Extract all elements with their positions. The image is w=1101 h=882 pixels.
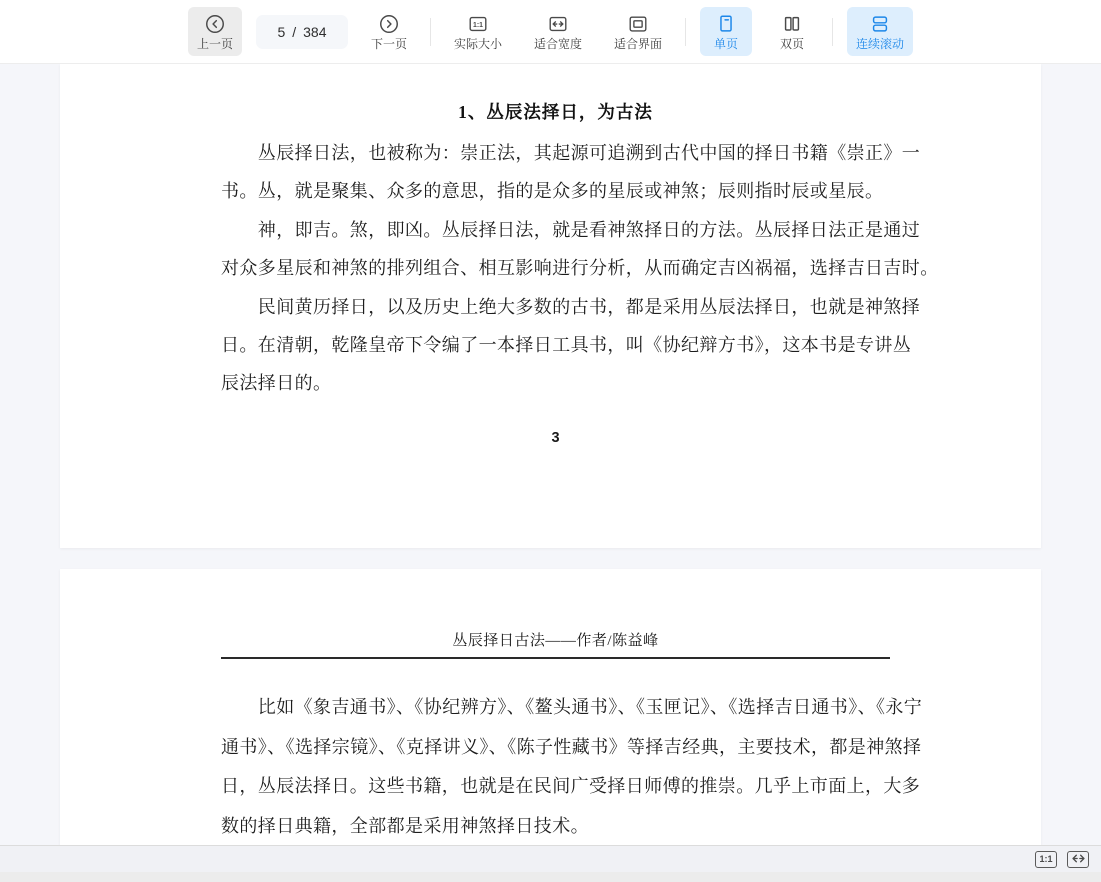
body-text [221, 688, 923, 845]
next-page-label: 下一页 [370, 37, 407, 51]
fit-page-button[interactable] [605, 7, 671, 56]
fit-page-icon [627, 13, 649, 35]
chevron-right-circle-icon [378, 13, 400, 35]
double-page-icon [781, 13, 803, 35]
page-separator: / [292, 23, 297, 40]
double-page-mode-button[interactable] [766, 7, 818, 56]
header-rule [221, 657, 890, 659]
continuous-scroll-icon [869, 13, 891, 35]
single-page-label: 单页 [714, 37, 739, 51]
single-page-mode-button[interactable] [700, 7, 752, 56]
doc-text-line: 日，丛辰法择日。这些书籍，也就是在民间广受择日师傅的推崇。几乎上市面上，大多 [221, 776, 921, 796]
toolbar-separator [685, 18, 686, 46]
actual-size-label: 实际大小 [453, 37, 502, 51]
doc-text-line: 对众多星辰和神煞的排列组合、相互影响进行分析，从而确定吉凶祸福，选择吉日吉时。 [221, 258, 939, 279]
continuous-scroll-label: 连续滚动 [856, 37, 905, 51]
fit-width-button[interactable] [525, 7, 591, 56]
doc-text-line: 辰法择日的。 [221, 373, 332, 394]
doc-text-line: 民间黄历择日，以及历史上绝大多数的古书，都是采用丛辰法择日，也就是神煞择 [221, 296, 921, 317]
doc-text-line: 书。丛，就是聚集、众多的意思，指的是众多的星辰或神煞；辰则指时辰或星辰。 [221, 181, 884, 202]
total-pages-value: 384 [303, 23, 327, 40]
doc-text-line: 数的择日典籍，全部都是采用神煞择日技术。 [221, 815, 589, 836]
pdf-page-3 [60, 64, 1041, 548]
status-bar [0, 845, 1101, 872]
actual-size-button[interactable] [445, 7, 511, 56]
toolbar-separator [832, 18, 833, 46]
doc-text-line: 丛辰择日法，也被称为：崇正法，其起源可追溯到古代中国的择日书籍《崇正》一 [221, 143, 921, 163]
pdf-page-4 [60, 569, 1041, 845]
document-scroll-area[interactable] [0, 64, 1101, 845]
doc-text-line: 神，即吉。煞，即凶。丛辰择日法，就是看神煞择日的方法。丛辰择日法正是通过 [221, 219, 921, 240]
statusbar-fit-width-button[interactable] [1067, 851, 1089, 868]
horizontal-scrollbar-track[interactable] [0, 872, 1101, 882]
toolbar-separator [430, 18, 431, 46]
fit-page-label: 适合界面 [614, 37, 663, 51]
toolbar [0, 0, 1101, 64]
page-number-input[interactable] [256, 15, 348, 49]
next-page-button[interactable] [362, 7, 416, 56]
previous-page-button[interactable] [188, 7, 242, 56]
printed-page-number: 3 [551, 429, 560, 446]
chevron-left-circle-icon [204, 13, 226, 35]
fit-width-arrows-icon [1072, 852, 1085, 867]
doc-text-line: 比如《象吉通书》、《协纪辨方》、《鳌头通书》、《玉匣记》、《选择吉日通书》、《永宁 [221, 697, 923, 717]
actual-size-icon [467, 13, 489, 35]
section-title: 1、丛辰法择日，为古法 [458, 102, 653, 122]
double-page-label: 双页 [780, 37, 805, 51]
body-text [221, 134, 939, 403]
fit-width-icon [547, 13, 569, 35]
continuous-scroll-button[interactable] [847, 7, 913, 56]
single-page-icon [715, 13, 737, 35]
fit-width-label: 适合宽度 [534, 37, 583, 51]
previous-page-label: 上一页 [196, 37, 233, 51]
statusbar-actual-size-button[interactable] [1035, 851, 1057, 868]
actual-size-icon: 1:1 [1039, 853, 1053, 864]
doc-text-line: 通书》、《选择宗镜》、《克择讲义》、《陈子性藏书》等择吉经典，主要技术，都是神煞择 [221, 736, 922, 757]
running-header: 丛辰择日古法——作者/陈益峰 [452, 633, 659, 649]
doc-text-line: 日。在清朝，乾隆皇帝下令编了一本择日工具书，叫《协纪辩方书》，这本书是专讲丛 [221, 335, 912, 356]
svg-text:1:1: 1:1 [473, 21, 483, 29]
current-page-value[interactable]: 5 [277, 23, 286, 40]
